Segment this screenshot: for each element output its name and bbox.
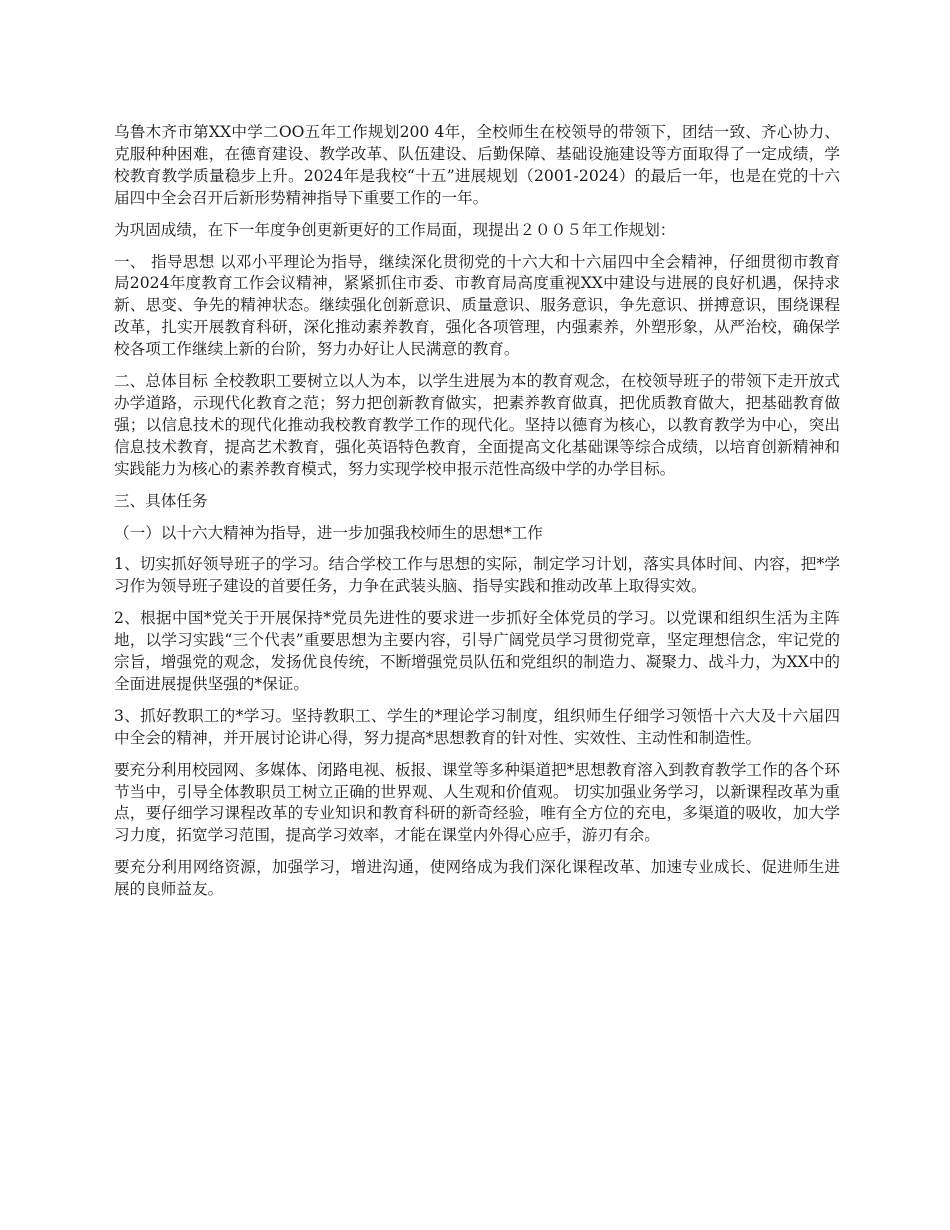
plan-intro-paragraph: 为巩固成绩，在下一年度争创更新更好的工作局面，现提出２００５年工作规划： xyxy=(114,220,676,239)
guiding-ideology-paragraph: 一、 指导思想 以邓小平理论为指导，继续深化贯彻党的十六大和十六届四中全会精神，仔细贯彻市教育局2024年度教育工作会议精神，紧紧抓住市委、市教育局高度重视XX中建设与进展的良好机遇，保持求新、思变、争先的精神状态。继续强化创新意识、质量意识、服务意识，争先意识、拼搏意识，围绕课程改革，扎实开展教育科研，深化推动素养教育，强化各项管理，内强素养，外塑形象，从严治校，确保学校各项工作继续上新的台阶，努力办好让人民满意的教育。 xyxy=(114,252,840,359)
campus-network-paragraph: 要充分利用校园网、多媒体、闭路电视、板报、课堂等多种渠道把*思想教育溶入到教育教学工作的各个环节当中，引导全体教职员工树立正确的世界观、人生观和价值观。 切实加强业务学习，以新课程改革为重点，要仔细学习课程改革的专业知识和教育科研的新奇经验，唯有全方位的充电，多渠道的吸收，加大学习力度，拓宽学习范围，提高学习效率，才能在课堂内外得心应手，游刃有余。 xyxy=(114,760,840,845)
overall-goal-paragraph: 二、总体目标 全校教职工要树立以人为本，以学生进展为本的教育观念，在校领导班子的带领下走开放式办学道路，示现代化教育之范；努力把创新教育做实，把素养教育做真，把优质教育做大，把基础教育做强；以信息技术的现代化推动我校教育教学工作的现代化。坚持以德育为核心，以教育教学为中心，突出信息技术教育，提高艺术教育，强化英语特色教育，全面提高文化基础课等综合成绩，以培育创新精神和实践能力为核心的素养教育模式，努力实现学校申报示范性高级中学的办学目标。 xyxy=(114,372,840,478)
network-resources-paragraph: 要充分利用网络资源，加强学习，增进沟通，使网络成为我们深化课程改革、加速专业成长、促进师生进展的良师益友。 xyxy=(114,858,840,899)
task-item-3: 3、抓好教职工的*学习。坚持教职工、学生的*理论学习制度，组织师生仔细学习领悟十六大及十六届四中全会的精神，并开展讨论讲心得，努力提高*思想教育的针对性、实效性、主动性和制造性。 xyxy=(114,706,840,747)
section-heading-tasks: 三、具体任务 xyxy=(114,491,208,510)
subsection-heading-1: （一）以十六大精神为指导，进一步加强我校师生的思想*工作 xyxy=(114,523,543,542)
task-item-2: 2、根据中国*党关于开展保持*党员先进性的要求进一步抓好全体党员的学习。以党课和组织生活为主阵地，以学习实践“三个代表”重要思想为主要内容，引导广阔党员学习贯彻党章，坚定理想信念，牢记党的宗旨，增强党的观念，发扬优良传统，不断增强党员队伍和党组织的制造力、凝聚力、战斗力，为XX中的全面进展提供坚强的*保证。 xyxy=(114,609,840,693)
document-body xyxy=(114,122,840,911)
intro-paragraph: 乌鲁木齐市第XX中学二OO五年工作规划200 4年，全校师生在校领导的带领下，团结一致、齐心协力、克服种种困难，在德育建设、教学改革、队伍建设、后勤保障、基础设施建设等方面取得了一定成绩，学校教育教学质量稳步上升。2024年是我校“十五”进展规划（2001-2024）的最后一年，也是在党的十六届四中全会召开后新形势精神指导下重要工作的一年。 xyxy=(114,123,840,207)
task-item-1: 1、切实抓好领导班子的学习。结合学校工作与思想的实际，制定学习计划，落实具体时间、内容，把*学习作为领导班子建设的首要任务，力争在武装头脑、指导实践和推动改革上取得实效。 xyxy=(114,555,840,596)
